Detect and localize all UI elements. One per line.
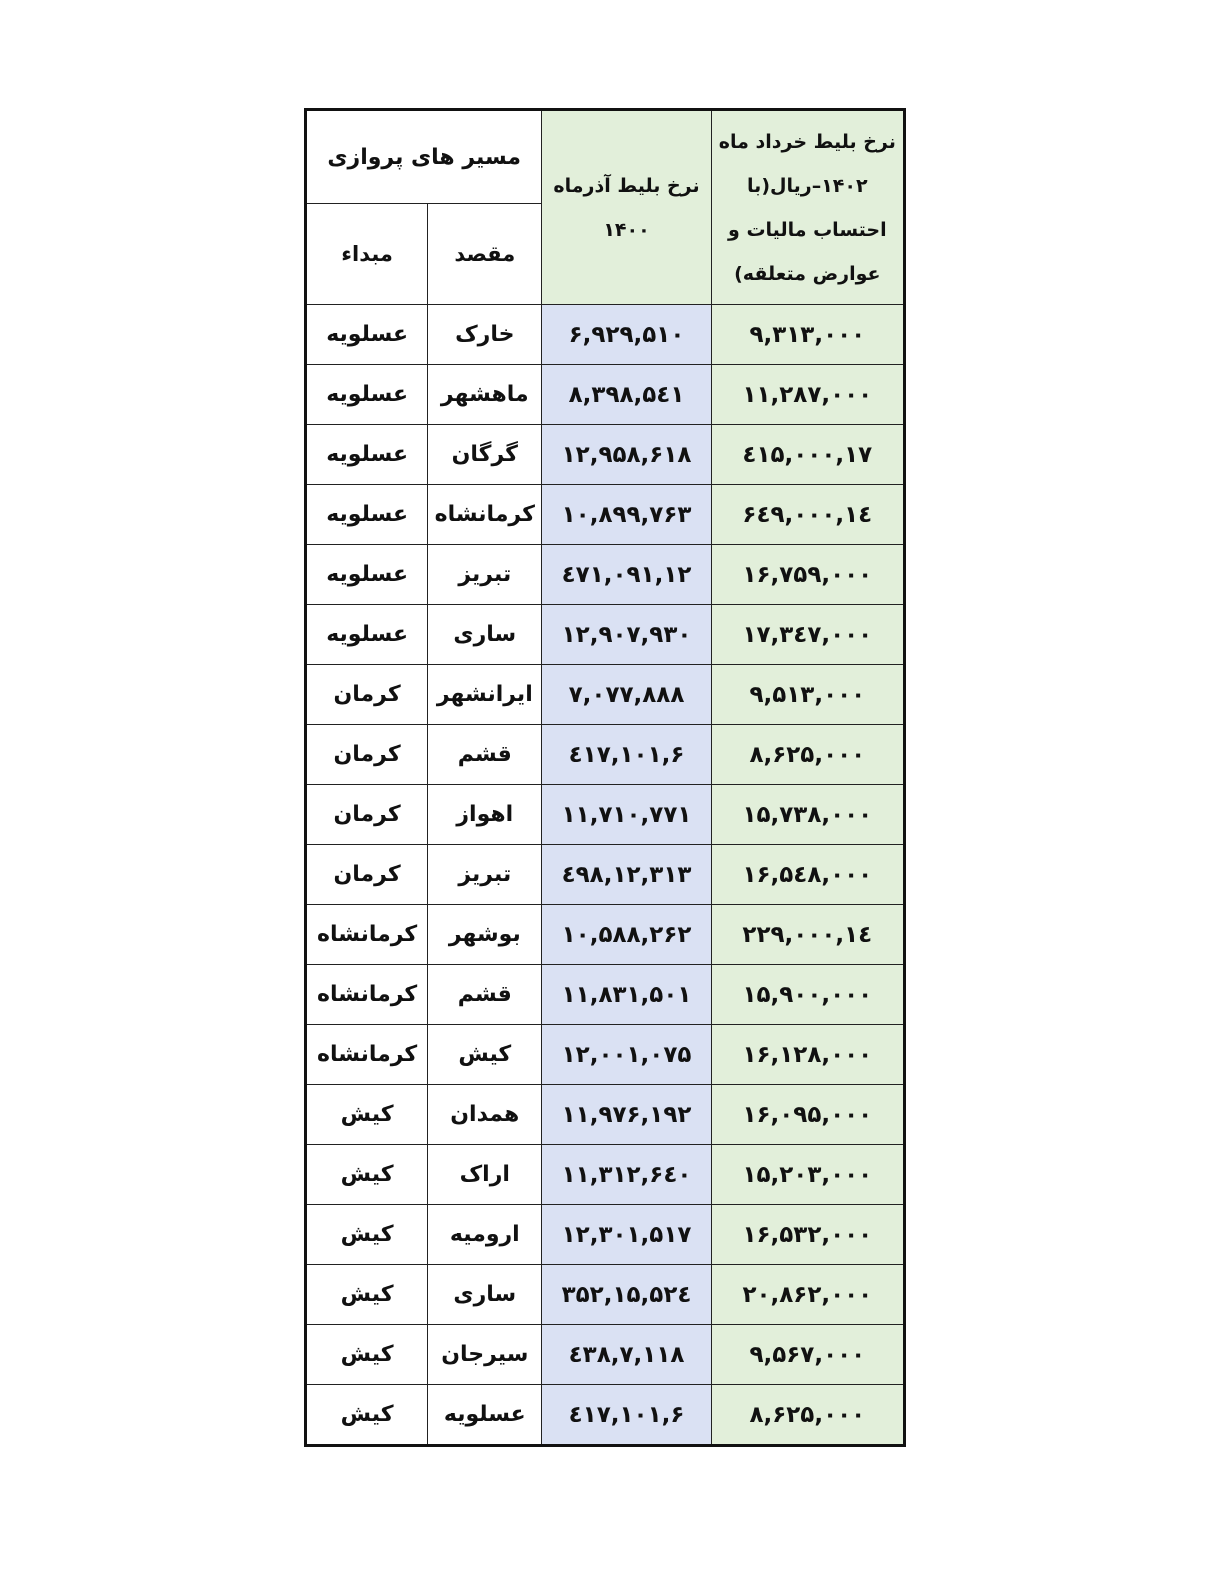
fare-1400-cell: ۱۰,۵۸۸,۲۶۲ [542,905,711,965]
table-row [306,1385,905,1446]
table-row [306,1265,905,1325]
table-row [306,425,905,485]
fare-1402-header-line: نرخ بلیط خرداد ماه [718,130,896,153]
destination-cell: تبریز [428,845,542,905]
table-row [306,605,905,665]
table-row [306,1025,905,1085]
origin-cell: عسلویه [306,605,428,665]
table-row [306,905,905,965]
fare-1400-cell: ۱۱,۸۳۱,۵۰۱ [542,965,711,1025]
origin-cell: کیش [306,1085,428,1145]
origin-cell: کرمانشاه [306,1025,428,1085]
destination-cell: ایرانشهر [428,665,542,725]
fare-1400-header [542,110,711,305]
table-row [306,305,905,365]
fare-1400-cell: ۱۲,۹۵۸,۶۱۸ [542,425,711,485]
origin-cell: کرمانشاه [306,965,428,1025]
origin-cell: کرمان [306,665,428,725]
fare-1402-cell: ۱۶,۰۹۵,۰۰۰ [711,1085,904,1145]
destination-cell: همدان [428,1085,542,1145]
fare-1402-cell: ۱٤,۲۲۹,۰۰۰ [711,905,904,965]
destination-cell: ماهشهر [428,365,542,425]
destination-cell: قشم [428,965,542,1025]
fare-1402-cell: ۱۶,۵٤۸,۰۰۰ [711,845,904,905]
destination-cell: کرمانشاه [428,485,542,545]
destination-cell: ساری [428,1265,542,1325]
origin-cell: کرمان [306,785,428,845]
destination-cell: کیش [428,1025,542,1085]
fare-1402-cell: ۸,۶۲۵,۰۰۰ [711,725,904,785]
table-row [306,1145,905,1205]
fare-1402-cell: ۱۷,۳٤۷,۰۰۰ [711,605,904,665]
origin-cell: کیش [306,1265,428,1325]
fare-1400-header-line: نرخ بلیط آذرماه [553,174,700,197]
destination-cell: تبریز [428,545,542,605]
origin-cell: کیش [306,1385,428,1446]
fare-1400-cell: ۱۲,۹۰۷,۹۳۰ [542,605,711,665]
destination-cell: ساری [428,605,542,665]
table-row [306,665,905,725]
fare-1402-cell: ۱۶,۵۳۲,۰۰۰ [711,1205,904,1265]
origin-cell: عسلویه [306,365,428,425]
fare-table-body [306,110,905,1446]
fare-1400-cell: ۸,۳۹۸,۵٤۱ [542,365,711,425]
fare-1402-cell: ۱۱,۲۸۷,۰۰۰ [711,365,904,425]
origin-cell: عسلویه [306,485,428,545]
fare-1400-cell: ۶,۹۲۹,۵۱۰ [542,305,711,365]
table-row [306,1205,905,1265]
origin-cell: کیش [306,1325,428,1385]
fare-1402-cell: ۱۵,۲۰۳,۰۰۰ [711,1145,904,1205]
fare-1402-cell: ۱۷,٤۱۵,۰۰۰ [711,425,904,485]
fare-1400-cell: ۱۲,۳۱۳,٤۹۸ [542,845,711,905]
table-row [306,845,905,905]
fare-1402-header-line: ۱۴۰۲–ریال(با [747,174,868,197]
destination-cell: عسلویه [428,1385,542,1446]
fare-table [304,108,906,1447]
fare-1402-header [711,110,904,305]
header-row-top [306,110,905,204]
destination-cell: سیرجان [428,1325,542,1385]
origin-cell: کرمان [306,845,428,905]
table-row [306,1325,905,1385]
table-row [306,545,905,605]
fare-1402-cell: ۱۵,۹۰۰,۰۰۰ [711,965,904,1025]
table-row [306,725,905,785]
route-group-header: مسیر های پروازی [306,110,542,204]
fare-1400-cell: ۱۵,۵۲٤,۳۵۲ [542,1265,711,1325]
destination-cell: گرگان [428,425,542,485]
fare-1400-cell: ۱۲,۰۰۱,۰۷۵ [542,1025,711,1085]
table-row [306,965,905,1025]
fare-1400-cell: ۱۱,۹۷۶,۱۹۲ [542,1085,711,1145]
fare-1400-cell: ۱۲,٤۷۱,۰۹۱ [542,545,711,605]
origin-cell: عسلویه [306,545,428,605]
fare-1400-cell: ۱۲,۳۰۱,۵۱۷ [542,1205,711,1265]
destination-cell: ارومیه [428,1205,542,1265]
table-row [306,785,905,845]
destination-cell: اراک [428,1145,542,1205]
table-row [306,485,905,545]
origin-cell: کرمانشاه [306,905,428,965]
origin-cell: عسلویه [306,425,428,485]
fare-1402-cell: ۱٤,۶٤۹,۰۰۰ [711,485,904,545]
fare-1400-cell: ۱۱,۷۱۰,۷۷۱ [542,785,711,845]
origin-header: مبداء [306,204,428,305]
fare-1400-cell: ۶,٤۱۷,۱۰۱ [542,725,711,785]
fare-1402-cell: ۸,۶۲۵,۰۰۰ [711,1385,904,1446]
destination-cell: قشم [428,725,542,785]
destination-cell: اهواز [428,785,542,845]
origin-cell: کیش [306,1145,428,1205]
fare-1402-cell: ۱۶,۱۲۸,۰۰۰ [711,1025,904,1085]
fare-1402-cell: ۹,۳۱۳,۰۰۰ [711,305,904,365]
table-row [306,365,905,425]
fare-1402-header-line: عوارض متعلقه) [734,262,881,285]
fare-1400-cell: ۱۱,۳۱۲,۶٤۰ [542,1145,711,1205]
origin-cell: کیش [306,1205,428,1265]
fare-1400-cell: ۷,۱۱۸,٤۳۸ [542,1325,711,1385]
fare-1402-cell: ۲۰,۸۶۲,۰۰۰ [711,1265,904,1325]
fare-1402-header-line: احتساب مالیات و [728,218,887,241]
origin-cell: کرمان [306,725,428,785]
origin-cell: عسلویه [306,305,428,365]
destination-cell: خارک [428,305,542,365]
destination-header: مقصد [428,204,542,305]
fare-1400-cell: ۶,٤۱۷,۱۰۱ [542,1385,711,1446]
fare-1400-cell: ۷,۰۷۷,۸۸۸ [542,665,711,725]
destination-cell: بوشهر [428,905,542,965]
fare-1402-cell: ۱۵,۷۳۸,۰۰۰ [711,785,904,845]
fare-1400-cell: ۱۰,۸۹۹,۷۶۳ [542,485,711,545]
fare-1402-cell: ۹,۵۱۳,۰۰۰ [711,665,904,725]
fare-1402-cell: ۹,۵۶۷,۰۰۰ [711,1325,904,1385]
fare-1402-cell: ۱۶,۷۵۹,۰۰۰ [711,545,904,605]
table-row [306,1085,905,1145]
fare-1400-header-line: ۱۴۰۰ [603,218,650,241]
